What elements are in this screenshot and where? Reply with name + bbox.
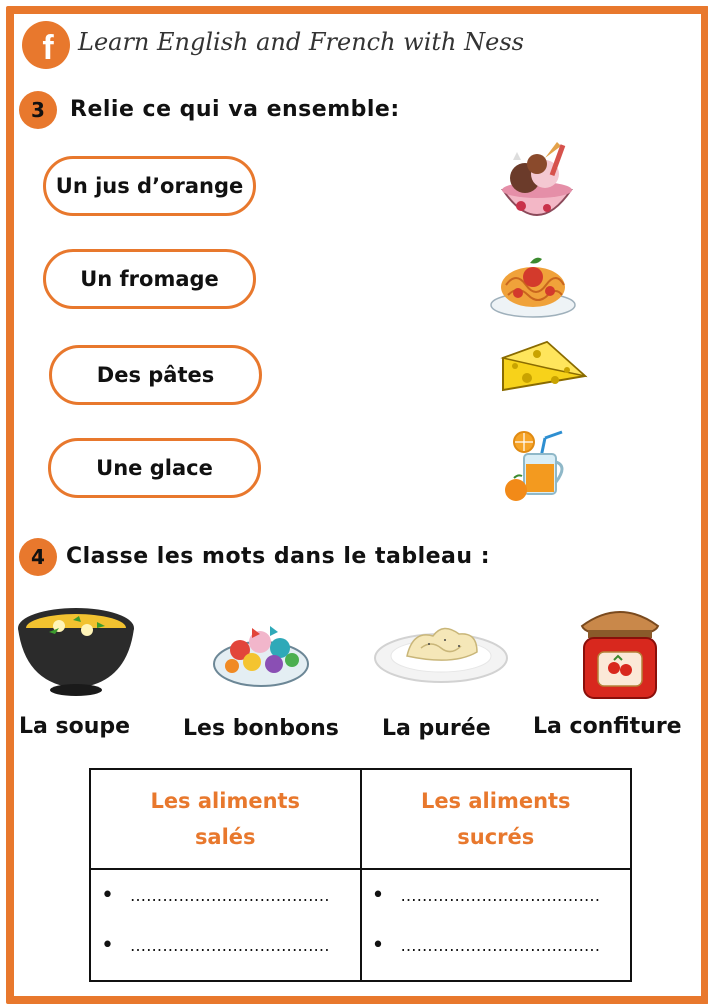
food-label-puree: La purée [382, 716, 491, 741]
match-word-pasta[interactable]: Des pâtes [49, 345, 262, 405]
facebook-letter: f [42, 28, 54, 67]
answer-dots[interactable]: ………………………………. [400, 885, 601, 905]
facebook-icon[interactable] [22, 21, 70, 69]
answer-dots[interactable]: ………………………………. [400, 935, 601, 955]
column-header-sweet-line2: sucrés [457, 825, 535, 849]
exercise-4-number: 4 [19, 538, 57, 576]
bullet: • [371, 882, 385, 908]
food-label-candies: Les bonbons [183, 716, 339, 741]
column-header-sweet [361, 769, 632, 869]
bullet: • [371, 932, 385, 958]
answer-dots[interactable]: ………………………………. [129, 885, 330, 905]
mashed-potato-icon [373, 612, 509, 686]
match-word-orange-juice[interactable]: Un jus d’orange [43, 156, 256, 216]
match-word-ice-cream[interactable]: Une glace [48, 438, 261, 498]
column-header-sweet-line1: Les aliments [420, 789, 571, 813]
food-label-jam: La confiture [533, 714, 682, 739]
column-header-salty-line2: salés [194, 825, 256, 849]
exercise-3-title: Relie ce qui va ensemble: [70, 97, 400, 122]
jam-jar-icon [574, 596, 666, 702]
exercise-3-number: 3 [19, 91, 57, 129]
soup-bowl-icon [15, 604, 137, 699]
cheese-icon[interactable] [497, 338, 589, 396]
answer-line[interactable] [362, 920, 631, 970]
answer-line[interactable] [362, 870, 631, 920]
column-header-salty [90, 769, 361, 869]
candy-plate-icon [212, 608, 310, 690]
column-header-salty-line1: Les aliments [150, 789, 301, 813]
answer-line[interactable] [91, 870, 360, 920]
food-label-soup: La soupe [19, 714, 131, 739]
orange-juice-icon[interactable] [500, 428, 575, 503]
exercise-4-title: Classe les mots dans le tableau : [66, 544, 490, 569]
answer-line[interactable] [91, 920, 360, 970]
match-word-cheese[interactable]: Un fromage [43, 249, 256, 309]
brand-title: Learn English and French with Ness [78, 28, 524, 56]
sweet-answer-cell[interactable] [361, 869, 632, 981]
salty-answer-cell[interactable] [90, 869, 361, 981]
spaghetti-icon[interactable] [488, 245, 578, 320]
bullet: • [101, 932, 114, 958]
ice-cream-icon[interactable] [495, 140, 580, 235]
classification-table [89, 768, 632, 982]
answer-dots[interactable]: ………………………………. [129, 935, 330, 955]
bullet: • [101, 882, 114, 908]
